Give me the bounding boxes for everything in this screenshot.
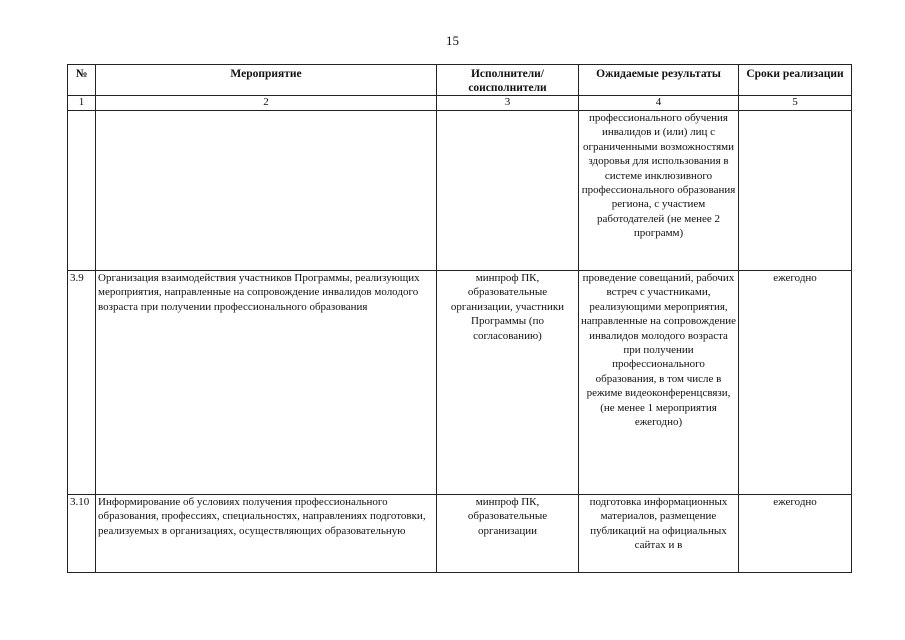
row-event (96, 111, 437, 271)
header-results: Ожидаемые результаты (579, 65, 739, 96)
row-results: подготовка информационных материалов, размещение публикаций на официальных сайтах и в (579, 495, 739, 573)
measures-table (67, 64, 852, 573)
row-event: Организация взаимодействия участников Программы, реализующих мероприятия, направленные на сопровождение инвалидов молодого возраста при получении профессионального образования (96, 271, 437, 495)
header-row (68, 65, 852, 96)
header-event: Мероприятие (96, 65, 437, 96)
table-row (68, 111, 852, 271)
column-number: 3 (437, 96, 579, 111)
page-number: 15 (446, 33, 459, 48)
row-executors: минпроф ПК, образовательные организации (437, 495, 579, 573)
row-executors: минпроф ПК, образовательные организации, участники Программы (по согласованию) (437, 271, 579, 495)
column-number: 5 (739, 96, 852, 111)
row-number (68, 111, 96, 271)
column-number: 2 (96, 96, 437, 111)
header-executors: Исполнители/ соисполнители (437, 65, 579, 96)
row-number: 3.9 (68, 271, 96, 495)
row-results: проведение совещаний, рабочих встреч с участниками, реализующими мероприятия, направленные на сопровождение инвалидов молодого возраста при получении профессионального образования, в том числе в режиме видеоконференцсвязи, (не менее 1 мероприятия ежегодно) (579, 271, 739, 495)
row-executors (437, 111, 579, 271)
column-number: 4 (579, 96, 739, 111)
row-event: Информирование об условиях получения профессионального образования, профессиях, специальностях, направлениях подготовки, реализуемых в организациях, осуществляющих образовательную (96, 495, 437, 573)
row-results: профессионального обучения инвалидов и (или) лиц с ограниченными возможностями здоровья для использования в системе инклюзивного профессионального образования региона, с участием работодателей (не менее 2 программ) (579, 111, 739, 271)
row-deadline (739, 111, 852, 271)
row-deadline: ежегодно (739, 495, 852, 573)
row-number: 3.10 (68, 495, 96, 573)
table-row (68, 495, 852, 573)
column-number: 1 (68, 96, 96, 111)
header-deadline: Сроки реализации (739, 65, 852, 96)
table-row (68, 271, 852, 495)
header-number: № (68, 65, 96, 96)
row-deadline: ежегодно (739, 271, 852, 495)
column-numbers-row (68, 96, 852, 111)
